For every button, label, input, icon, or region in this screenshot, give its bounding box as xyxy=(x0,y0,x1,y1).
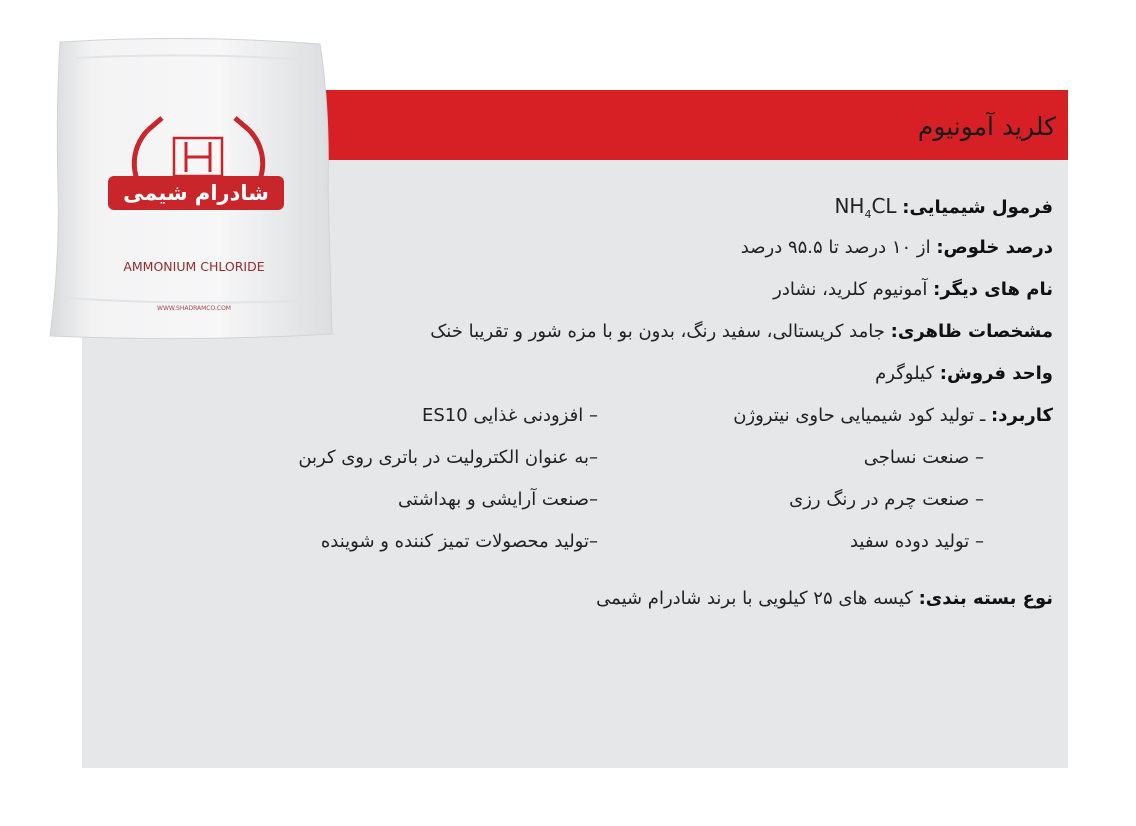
usage-item: – صنعت نساجی xyxy=(863,447,984,468)
usage-item: –تولید محصولات تمیز کننده و شوینده xyxy=(320,531,598,552)
usage-first-item: ـ تولید کود شیمیایی حاوی نیتروژن xyxy=(733,405,986,426)
usage-item: – تولید دوده سفید xyxy=(849,531,984,552)
usage-item: – افزودنی غذایی ES10 xyxy=(421,405,598,426)
sales-unit-label: واحد فروش: xyxy=(939,363,1053,384)
formula-label: فرمول شیمیایی: xyxy=(902,197,1053,218)
packaging-value: کیسه های ۲۵ کیلویی با برند شادرام شیمی xyxy=(596,588,913,609)
purity-label: درصد خلوص: xyxy=(936,237,1053,258)
bag-website: WWW.SHADRAMCO.COM xyxy=(157,305,231,312)
bag-product-label: AMMONIUM CHLORIDE xyxy=(123,259,265,274)
other-names-line xyxy=(773,277,1053,303)
product-title: کلرید آمونیوم xyxy=(917,112,1056,141)
appearance-value: جامد کریستالی، سفید رنگ، بدون بو با مزه شور و تقریبا خنک xyxy=(430,321,885,342)
appearance-label: مشخصات ظاهری: xyxy=(890,321,1053,342)
sales-unit-line xyxy=(875,361,1053,387)
formula-value: $NH_4CL$ xyxy=(834,194,897,221)
product-bag-image xyxy=(46,38,336,342)
sales-unit-value: کیلوگرم xyxy=(875,363,935,384)
purity-line xyxy=(741,235,1053,261)
other-names-value: آمونیوم کلرید، نشادر xyxy=(773,279,928,300)
usage-item: –صنعت آرایشی و بهداشتی xyxy=(398,489,598,510)
usage-label: کاربرد: xyxy=(991,405,1053,426)
appearance-line xyxy=(430,319,1053,345)
usage-item: – صنعت چرم در رنگ رزی xyxy=(789,489,984,510)
usage-item: –به عنوان الکترولیت در باتری روی کربن xyxy=(298,447,598,468)
svg-text:شادرام شیمی: شادرام شیمی xyxy=(123,181,269,205)
other-names-label: نام های دیگر: xyxy=(933,279,1053,300)
packaging-line xyxy=(596,586,1053,612)
purity-value: از ۱۰ درصد تا ۹۵.۵ درصد xyxy=(740,237,931,258)
formula-line xyxy=(834,193,1053,228)
packaging-label: نوع بسته بندی: xyxy=(918,588,1053,609)
usage-line xyxy=(733,403,1053,429)
